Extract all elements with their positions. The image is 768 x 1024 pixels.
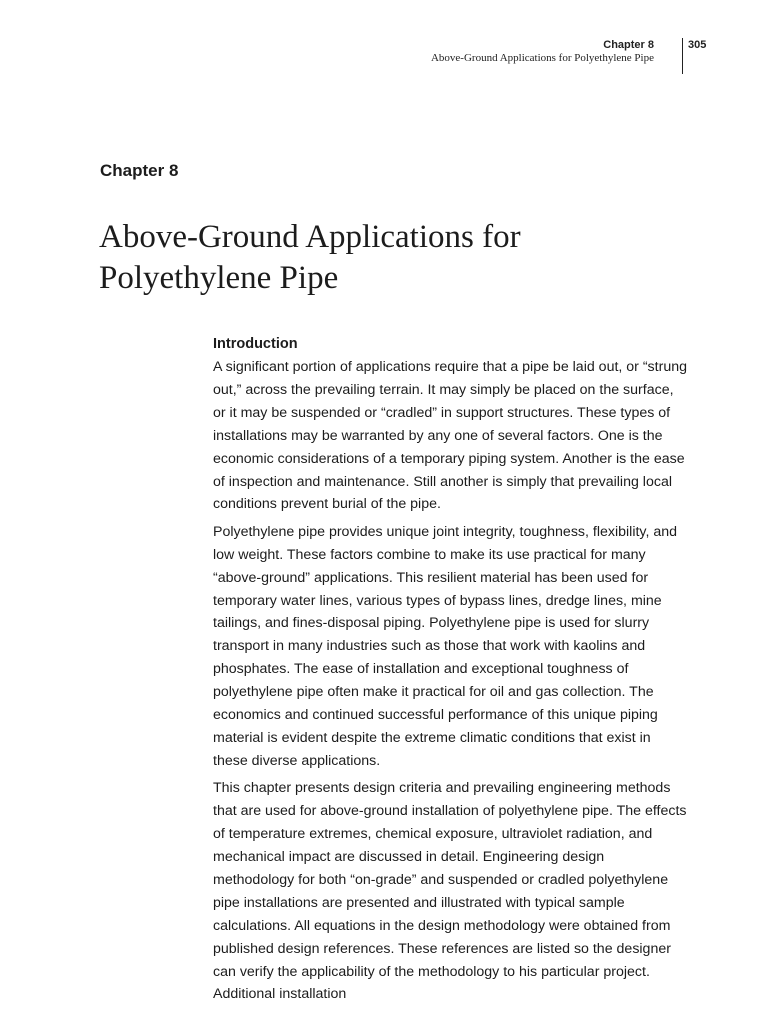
paragraph-3: This chapter presents design criteria and prevailing engineering methods that are used for above-ground installation of polyethylene pipe. The effects of temperature extremes, chemical exposure, ultraviolet radiation, and mechanical impact are discussed in detail. Engineering design methodology for both “on-grade” and suspended or cradled polyethylene pipe installations are presented and illustrated with typical sample calculations. All equations in the design methodology were obtained from published design references. These references are listed so the designer can verify the applicability of the methodology to his particular project. Additional installation [213, 780, 687, 1003]
chapter-label: Chapter 8 [100, 161, 179, 180]
running-header [324, 38, 668, 65]
chapter-title-line-1: Above-Ground Applications for [99, 219, 521, 255]
paragraph-2: Polyethylene pipe provides unique joint integrity, toughness, flexibility, and low weight. These factors combine to make its use practical for many “above-ground” applications. This resilient material has been used for temporary water lines, various types of bypass lines, dredge lines, mine tailings, and fines-disposal piping. Polyethylene pipe is used for slurry transport in many industries such as those that work with kaolins and phosphates. The ease of installation and exceptional toughness of polyethylene pipe often make it practical for oil and gas collection. The economics and continued successful performance of this unique piping material is evident despite the extreme climatic conditions that exist in these diverse applications. [213, 523, 678, 769]
chapter-title-line-2: Polyethylene Pipe [99, 260, 339, 296]
section-heading-introduction: Introduction [213, 336, 298, 352]
chapter-title [99, 217, 619, 299]
header-divider [682, 38, 683, 74]
paragraph-1: A significant portion of applications require that a pipe be laid out, or “strung out,” across the prevailing terrain. It may simply be placed on the surface, or it may be suspended or “cradled” in support structures. These types of installations may be warranted by any one of several factors. One is the economic considerations of a temporary piping system. Another is the ease of inspection and maintenance. Still another is simply that prevailing local conditions prevent burial of the pipe. [213, 359, 687, 513]
running-header-chapter: Chapter 8 [603, 39, 654, 51]
running-header-title: Above-Ground Applications for Polyethylene Pipe [430, 52, 654, 64]
body-text-column [213, 333, 688, 1011]
page-number: 305 [688, 39, 707, 51]
